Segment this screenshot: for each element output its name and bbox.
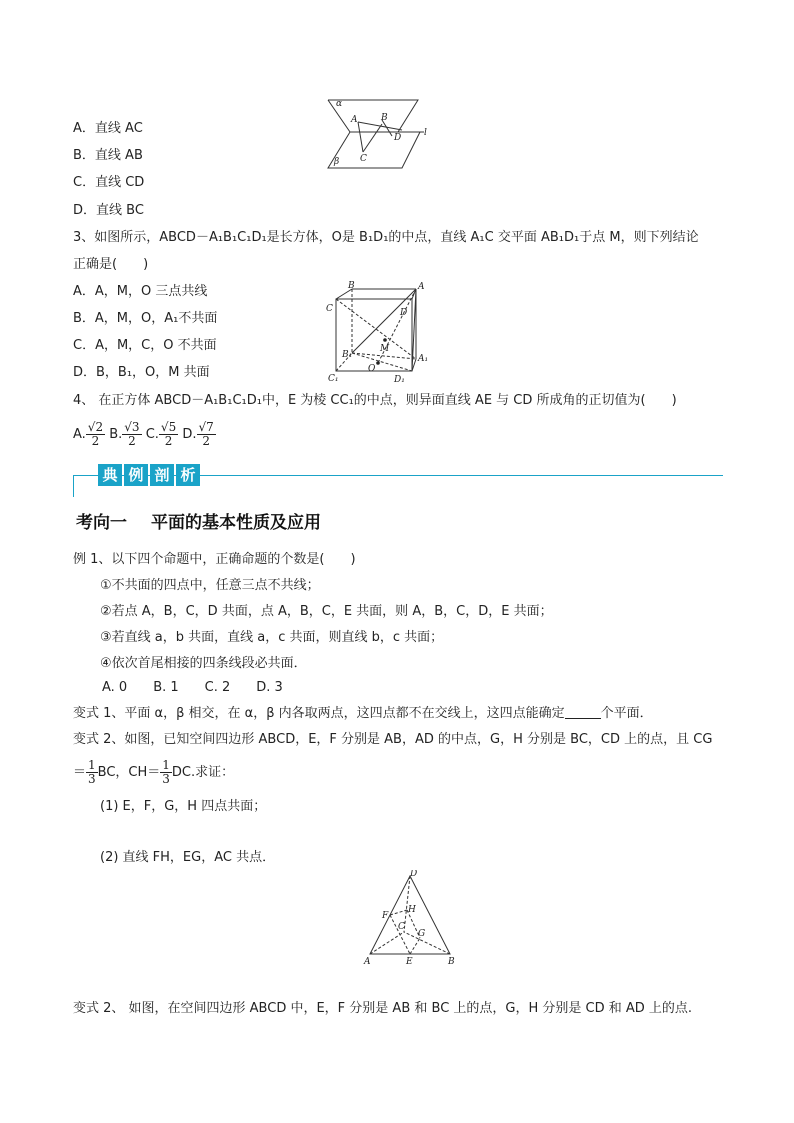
v1-answer-blank: [565, 706, 601, 719]
ex1-item-2: ②若点 A，B，C，D 共面，点 A，B，C，E 共面，则 A，B，C，D，E 共面；: [100, 604, 553, 619]
q4-option-d-label: D.: [182, 427, 197, 442]
v2-eq: ＝: [73, 765, 87, 780]
section-label: 考向一: [76, 513, 127, 533]
label-A: A: [351, 115, 358, 125]
label-B: B: [448, 957, 455, 967]
label-A: A: [364, 957, 371, 967]
q3-option-b: B．A，M，O，A₁不共面: [73, 311, 218, 326]
q4-stem: 4、 在正方体 ABCD－A₁B₁C₁D₁中，E 为棱 CC₁的中点，则异面直线 AE 与 CD 所成角的正切值为( ): [73, 393, 677, 408]
label-C1: C₁: [328, 374, 339, 384]
q3-option-a: A．A，M，O 三点共线: [73, 284, 208, 299]
q2-option-c: C．直线 CD: [73, 175, 145, 190]
banner-rule-left: [73, 475, 74, 497]
label-B: B: [348, 281, 355, 291]
label-A1: A₁: [418, 354, 429, 364]
ex1-item-3: ③若直线 a，b 共面，直线 a，c 共面，则直线 b，c 共面；: [100, 630, 444, 645]
label-C: C: [326, 304, 333, 314]
section-banner: [98, 464, 202, 488]
cuboid-figure: [322, 281, 434, 387]
q2-option-b: B．直线 AB: [73, 148, 143, 163]
ex1-choices: A. 0 B. 1 C. 2 D. 3: [102, 680, 283, 695]
v2-part-1: (1) E，F，G，H 四点共面；: [100, 799, 267, 814]
q3-stem-line2: 正确是( ): [73, 257, 149, 272]
q3-stem-line1: 3、如图所示，ABCD－A₁B₁C₁D₁是长方体，O是 B₁D₁的中点，直线 A₁C 交平面 AB₁D₁于点 M，则下列结论: [73, 230, 699, 245]
label-M: M: [380, 344, 390, 354]
q4-option-d-value: $\frac{√7}{2}$: [198, 420, 214, 448]
label-D: D: [410, 870, 418, 879]
v1-line: [73, 705, 653, 723]
label-l: l: [424, 128, 427, 138]
q4-option-b-label: B.: [109, 427, 123, 442]
ex1-item-1: ①不共面的四点中，任意三点不共线；: [100, 578, 320, 593]
banner-char-4: 析: [176, 464, 200, 486]
q2-option-a: A．直线 AC: [73, 121, 143, 136]
label-H: H: [408, 905, 416, 915]
label-C: C: [360, 154, 367, 164]
label-B1: B₁: [342, 350, 353, 360]
label-C: C: [398, 922, 405, 932]
ex1-stem: 例 1、以下四个命题中，正确命题的个数是( ): [73, 552, 356, 567]
v2-line2: [73, 756, 234, 790]
q3-option-c: C．A，M，C，O 不共面: [73, 338, 217, 353]
ex1-item-4: ④依次首尾相接的四条线段必共面．: [100, 656, 307, 671]
section-heading: [76, 508, 321, 533]
label-B: B: [381, 113, 388, 123]
v3-line: 变式 2、 如图，在空间四边形 ABCD 中，E，F 分别是 AB 和 BC 上的点，G，H 分别是 CD 和 AD 上的点.: [73, 1001, 693, 1016]
v1-text-after: 个平面．: [600, 706, 653, 721]
q4-option-a-value: $\frac{√2}{2}$: [87, 420, 104, 448]
label-G: G: [418, 929, 426, 939]
label-F: F: [382, 911, 389, 921]
v2-dc-text: DC.求证：: [171, 765, 235, 780]
q4-option-c-value: $\frac{√5}{2}$: [160, 420, 177, 448]
label-alpha: α: [336, 99, 343, 109]
section-title: 平面的基本性质及应用: [151, 513, 321, 533]
tetrahedron-figure: [360, 870, 460, 970]
v2-bc-text: BC，CH＝: [97, 765, 161, 780]
q4-options: [73, 416, 216, 454]
label-D: D: [400, 308, 408, 318]
v2-part-2: (2) 直线 FH，EG，AC 共点．: [100, 850, 276, 865]
planes-figure: [322, 96, 434, 176]
v2-fraction-2: $\frac{1}{3}$: [162, 758, 170, 786]
label-A: A: [418, 282, 425, 292]
plane-beta-edge: [328, 132, 420, 168]
label-D1: D₁: [394, 375, 405, 385]
banner-char-3: 剖: [150, 464, 174, 486]
point-O: [376, 361, 380, 365]
label-D: D: [394, 133, 402, 143]
label-O: O: [368, 364, 376, 374]
label-E: E: [406, 957, 413, 967]
q4-option-c-label: C.: [145, 427, 159, 442]
banner-char-2: 例: [124, 464, 148, 486]
q4-option-b-value: $\frac{√3}{2}$: [124, 420, 140, 448]
q4-option-a-label: A.: [73, 427, 86, 442]
banner-char-1: 典: [98, 464, 122, 486]
label-beta: β: [334, 157, 340, 167]
v2-line1: 变式 2、如图，已知空间四边形 ABCD，E，F 分别是 AB，AD 的中点，G，H 分别是 BC，CD 上的点，且 CG: [73, 732, 713, 747]
q2-option-d: D．直线 BC: [73, 203, 144, 218]
point-M: [383, 338, 387, 342]
v1-text-before: 变式 1、平面 α，β 相交，在 α，β 内各取两点，这四点都不在交线上，这四点能确定: [73, 706, 565, 721]
q3-option-d: D．B，B₁，O，M 共面: [73, 365, 210, 380]
v2-fraction-1: $\frac{1}{3}$: [88, 758, 96, 786]
